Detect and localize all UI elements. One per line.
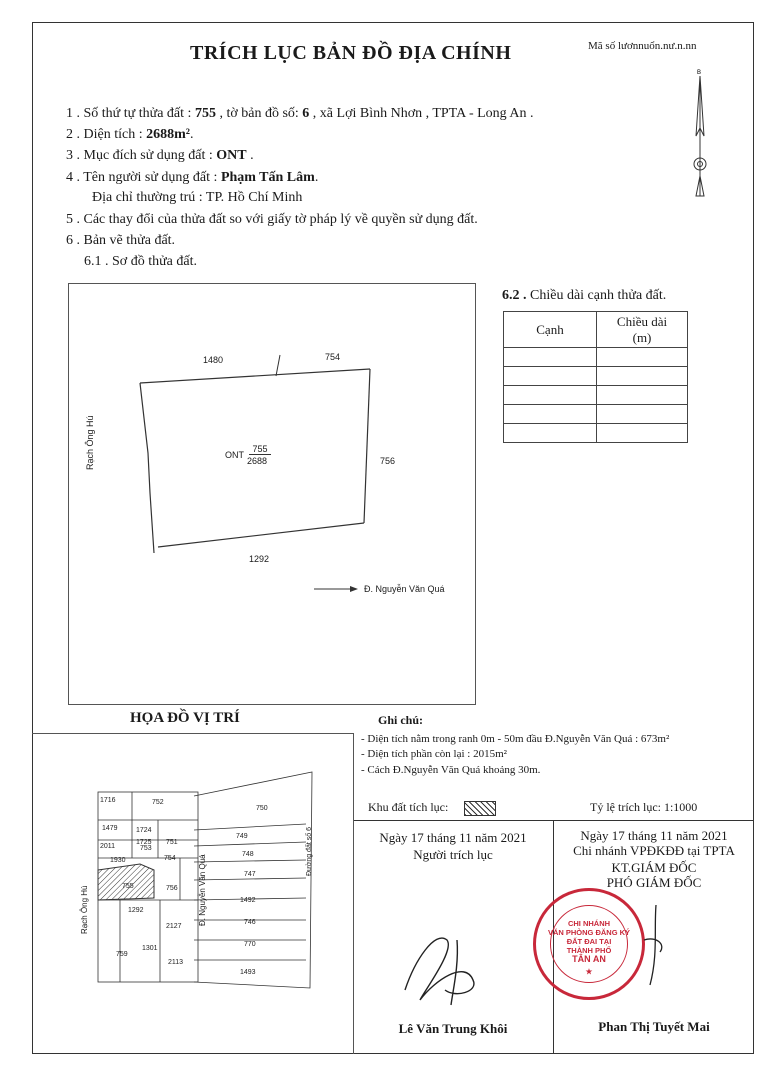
- edges-title: 6.2 . Chiều dài cạnh thửa đất.: [502, 288, 667, 303]
- item-changes: 5 . Các thay đổi của thửa đất so với giấy tờ pháp lý về quyền sử dụng đất.: [66, 212, 478, 227]
- right-signature: [636, 900, 676, 990]
- left-date: Ngày 17 tháng 11 năm 2021: [379, 830, 527, 845]
- item-area: 2 . Diện tích : 2688m².: [66, 127, 194, 142]
- item-sketch: 6.1 . Sơ đồ thửa đất.: [84, 254, 197, 269]
- location-road-label: Đ. Nguyễn Văn Quá: [198, 854, 207, 926]
- parcel-sketch: [68, 283, 476, 705]
- svg-text:753: 753: [140, 845, 152, 852]
- svg-text:1492: 1492: [240, 897, 256, 904]
- note-line-3: - Cách Đ.Nguyễn Văn Quá khoảng 30m.: [361, 764, 541, 776]
- location-canal-label: Rạch Ông Hú: [80, 885, 89, 934]
- parcel-type: ONT: [225, 450, 244, 460]
- left-signature: [395, 920, 495, 1010]
- item-parcel-number: 1 . Số thứ tự thửa đất : 755 , tờ bản đồ số: 6 , xã Lợi Bình Nhơn , TPTA - Long An .: [66, 106, 534, 121]
- svg-text:770: 770: [244, 941, 256, 948]
- right-name: Phan Thị Tuyết Mai: [598, 1019, 710, 1034]
- svg-text:756: 756: [166, 885, 178, 892]
- document-code: Mã số lươnnuổn.nư.n.nn: [588, 40, 697, 52]
- note-line-2: - Diện tích phần còn lại : 2015m²: [361, 748, 507, 760]
- svg-text:1930: 1930: [110, 857, 126, 864]
- svg-text:B: B: [697, 70, 702, 76]
- svg-text:1493: 1493: [240, 969, 256, 976]
- item-land-use: 3 . Mục đích sử dụng đất : ONT .: [66, 148, 254, 163]
- right-date: Ngày 17 tháng 11 năm 2021: [580, 828, 728, 843]
- svg-text:748: 748: [242, 851, 254, 858]
- svg-text:754: 754: [164, 855, 176, 862]
- sketch-label-1480: 1480: [203, 355, 224, 365]
- divider: [354, 820, 754, 821]
- svg-text:2127: 2127: [166, 923, 182, 930]
- sketch-canal-label: Rạch Ông Hú: [85, 415, 95, 470]
- left-name: Lê Văn Trung Khôi: [398, 1021, 508, 1036]
- parcel-no: 755: [249, 444, 271, 455]
- svg-text:2113: 2113: [168, 959, 184, 966]
- svg-text:1301: 1301: [142, 945, 158, 952]
- svg-text:759: 759: [116, 951, 128, 958]
- left-role: Người trích lục: [413, 847, 493, 862]
- svg-text:1479: 1479: [102, 825, 118, 832]
- scale-text: Tỷ lệ trích lục: 1:1000: [590, 800, 698, 814]
- item-owner: 4 . Tên người sử dụng đất : Phạm Tấn Lâm.: [66, 170, 319, 185]
- svg-text:1292: 1292: [128, 907, 144, 914]
- sketch-label-1292: 1292: [249, 554, 270, 564]
- note-line-1: - Diện tích nằm trong ranh 0m - 50m đầu Đ.Nguyễn Văn Quá : 673m²: [361, 733, 670, 745]
- svg-text:752: 752: [152, 799, 164, 806]
- right-org: Chi nhánh VPĐKĐĐ tại TPTA: [573, 843, 735, 858]
- item-drawing: 6 . Bản vẽ thửa đất.: [66, 233, 176, 248]
- svg-text:1724: 1724: [136, 827, 152, 834]
- col-header-length: Chiều dài (m): [597, 312, 688, 348]
- document-title: TRÍCH LỤC BẢN ĐỒ ĐỊA CHÍNH: [190, 42, 512, 64]
- sketch-label-754: 754: [325, 352, 341, 362]
- svg-text:1716: 1716: [100, 797, 116, 804]
- location-right-road-label: Đường đất số 6: [306, 827, 313, 876]
- right-role-1: KT.GIÁM ĐỐC: [611, 860, 697, 875]
- location-title: HỌA ĐỒ VỊ TRÍ: [130, 710, 240, 726]
- north-arrow-icon: [688, 66, 712, 206]
- sketch-road-label: Đ. Nguyễn Văn Quá: [364, 584, 445, 594]
- right-role-2: PHÓ GIÁM ĐỐC: [606, 875, 702, 890]
- svg-text:746: 746: [244, 919, 256, 926]
- extract-label: Khu đất tích lục:: [368, 800, 449, 814]
- edges-table: [503, 311, 688, 443]
- svg-text:749: 749: [236, 833, 248, 840]
- item-address: Địa chỉ thường trú : TP. Hồ Chí Minh: [92, 190, 303, 205]
- svg-text:1725: 1725: [136, 839, 152, 846]
- official-stamp: CHI NHÁNH VĂN PHÒNG ĐĂNG KÝ ĐẤT ĐAI TẠI THÀNH PHỐ TÂN AN ★: [533, 888, 645, 1000]
- svg-text:755: 755: [122, 883, 134, 890]
- extract-hatch-icon: [464, 801, 496, 816]
- sketch-label-756: 756: [380, 456, 396, 466]
- svg-text:751: 751: [166, 839, 178, 846]
- svg-text:747: 747: [244, 871, 256, 878]
- col-header-edge: Cạnh: [504, 312, 597, 348]
- notes-title: Ghi chú:: [378, 713, 424, 727]
- parcel-area: 2688: [247, 456, 268, 466]
- svg-text:2011: 2011: [100, 843, 116, 850]
- svg-text:750: 750: [256, 805, 268, 812]
